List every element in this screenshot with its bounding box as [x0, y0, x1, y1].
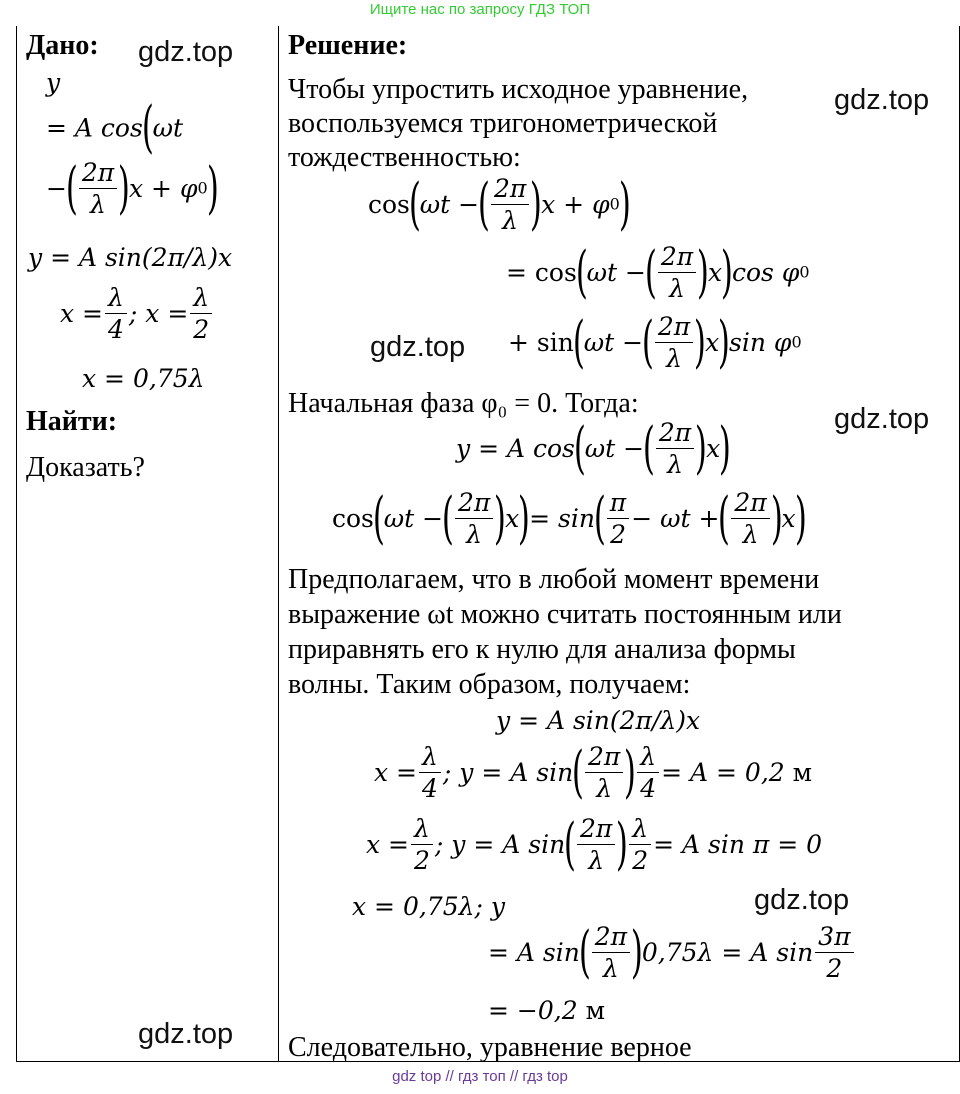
- equation-8: x = $\frac{\lambda}{2}$ ; y = A sin( $\frac{2\pi}{\lambda}$ ) $\frac{\lambda}{2}$ = A sin π = 0: [366, 811, 823, 877]
- given-line-6: x = 0,75λ: [82, 364, 205, 393]
- watermark: gdz.top: [834, 84, 930, 116]
- watermark: gdz.top: [370, 331, 466, 363]
- column-divider: [278, 26, 279, 1062]
- find-text: Доказать?: [26, 452, 145, 483]
- equation-11: = −0,2 м: [488, 996, 606, 1025]
- solution-title: Решение:: [288, 30, 408, 61]
- equation-7: x = $\frac{\lambda}{4}$ ; y = A sin( $\frac{2\pi}{\lambda}$ ) $\frac{\lambda}{4}$ = A = 0,2 м: [374, 739, 813, 805]
- solution-conclusion: Следовательно, уравнение верное: [288, 1032, 692, 1063]
- given-line-4: y = A sin(2π/λ)x: [28, 243, 233, 272]
- top-banner[interactable]: Ищите нас по запросу ГДЗ ТОП: [369, 1, 591, 18]
- equation-1: cos(ωt −( $\frac{2\pi}{\lambda}$ )x + φ0): [368, 171, 631, 237]
- find-title: Найти:: [26, 406, 118, 437]
- solution-paragraph-3-line-3: приравнять его к нулю для анализа формы: [288, 634, 796, 665]
- solution-paragraph-3-line-1: Предполагаем, что в любой момент времени: [288, 564, 820, 595]
- equation-3: + sin(ωt −( $\frac{2\pi}{\lambda}$ )x)sin φ0: [508, 309, 802, 375]
- given-title: Дано:: [26, 30, 99, 61]
- solution-paragraph-1-line-1: Чтобы упростить исходное уравнение,: [288, 74, 749, 105]
- solution-paragraph-2: Начальная фаза φ₀ = 0. Тогда:: [288, 388, 639, 419]
- solution-paragraph-3-line-4: волны. Таким образом, получаем:: [288, 669, 691, 700]
- watermark: gdz.top: [754, 884, 850, 916]
- given-line-5: x = $\frac{\lambda}{4}$ ; x = $\frac{\lambda}{2}$: [60, 285, 214, 342]
- equation-4: y = A cos(ωt −( $\frac{2\pi}{\lambda}$ )x): [456, 415, 732, 481]
- given-line-1: y: [46, 68, 61, 97]
- equation-10: = A sin( $\frac{2\pi}{\lambda}$ )0,75λ = A sin $\frac{3\pi}{2}$: [488, 924, 856, 981]
- watermark: gdz.top: [138, 36, 234, 68]
- solution-paragraph-1-line-3: тождественностью:: [288, 142, 521, 173]
- equation-5: cos(ωt −( $\frac{2\pi}{\lambda}$ )x)= sin( $\frac{\pi}{2}$ − ωt +( $\frac{2\pi}{\lambda}$ )x): [332, 485, 807, 551]
- watermark: gdz.top: [138, 1018, 234, 1050]
- watermark: gdz.top: [834, 403, 930, 435]
- given-line-3: −( $\frac{2\pi}{\lambda}$ )x + φ0): [46, 155, 219, 221]
- footer-links[interactable]: gdz top // гдз топ // гдз top: [392, 1068, 568, 1085]
- equation-2: = cos(ωt −( $\frac{2\pi}{\lambda}$ )x)cos φ0: [506, 239, 810, 305]
- solution-paragraph-3-line-2: выражение ωt можно считать постоянным или: [288, 599, 842, 630]
- given-line-2: = A cos(ωt: [46, 95, 184, 160]
- equation-9: x = 0,75λ; y: [352, 892, 505, 921]
- equation-6: y = A sin(2π/λ)x: [496, 706, 701, 735]
- solution-paragraph-1-line-2: воспользуемся тригонометрической: [288, 108, 718, 139]
